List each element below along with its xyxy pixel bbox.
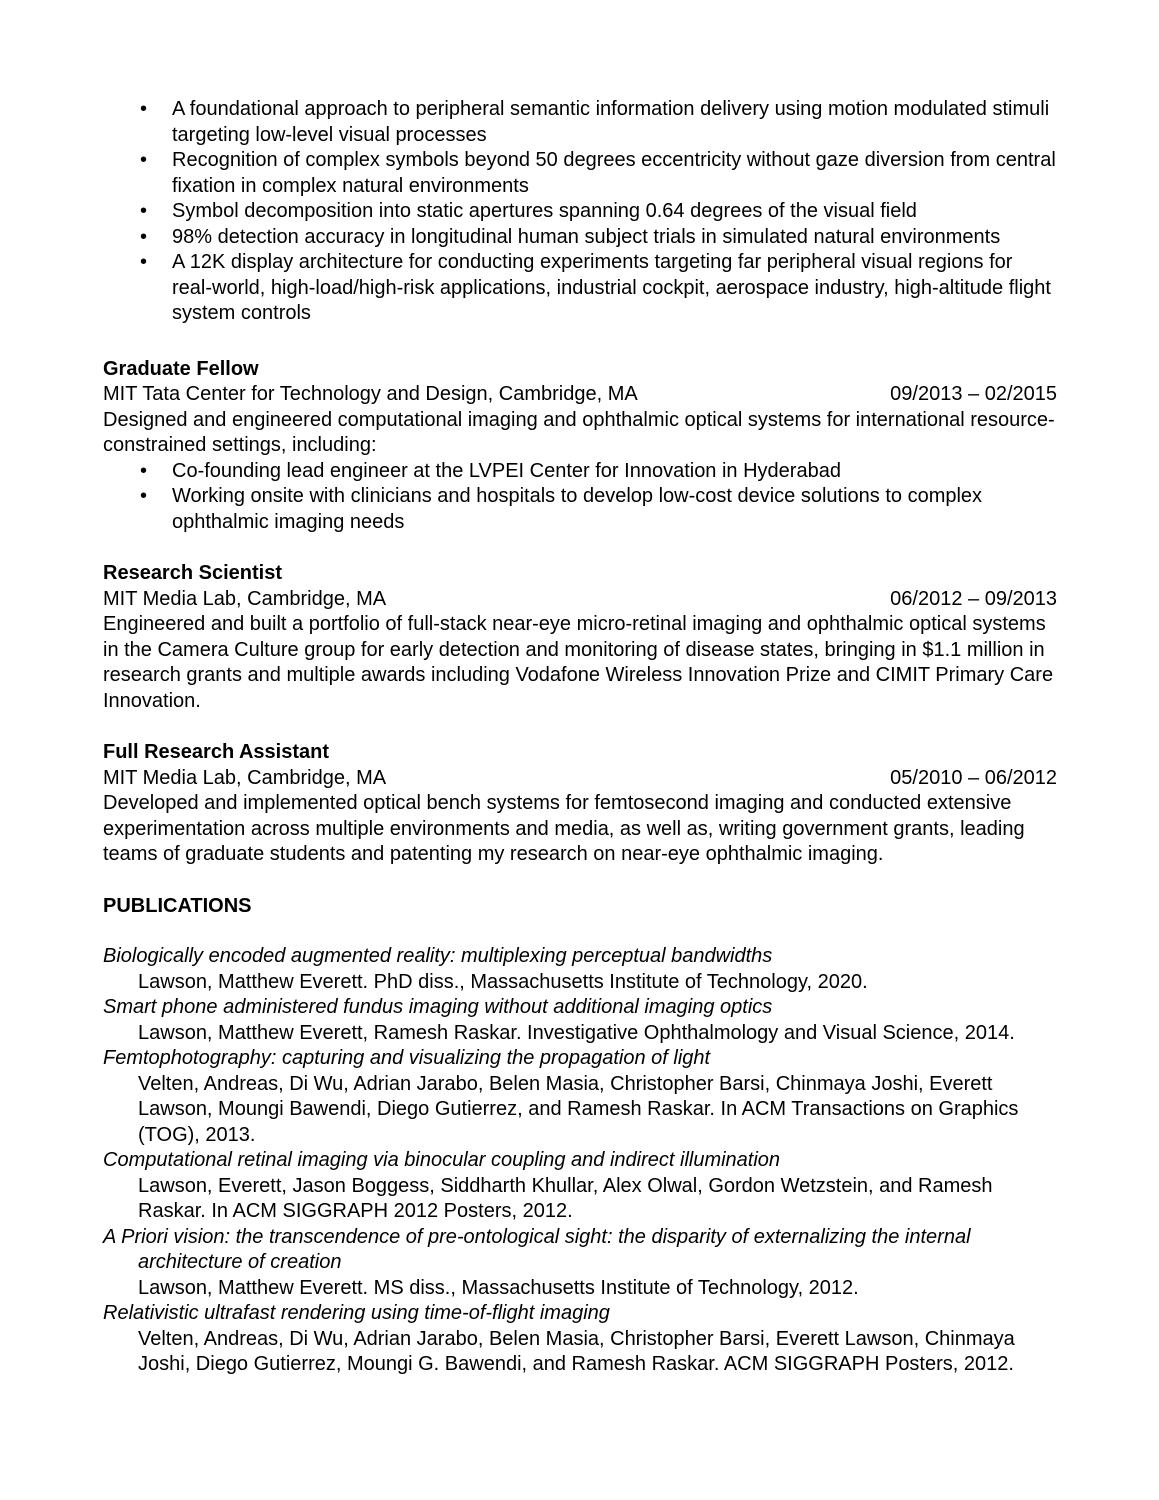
summary-bullet-item: • Recognition of complex symbols beyond 50 degrees eccentricity without gaze diversion from central fixation in complex natural environments xyxy=(103,148,1057,199)
summary-bullet-item: • A foundational approach to peripheral semantic information delivery using motion modulated stimuli targeting low-level visual processes xyxy=(103,97,1057,148)
publications-list xyxy=(103,944,1057,1378)
publication-entry xyxy=(103,1046,1057,1148)
publication-entry xyxy=(103,995,1057,1046)
publication-title: Computational retinal imaging via binocular coupling and indirect illumination xyxy=(103,1149,781,1171)
job-employer-line xyxy=(103,382,1057,408)
publications-heading: PUBLICATIONS xyxy=(103,894,252,917)
publication-entry xyxy=(103,1225,1057,1302)
summary-bullet-item: • Symbol decomposition into static apertures spanning 0.64 degrees of the visual field xyxy=(103,199,1057,225)
job-employer-line xyxy=(103,766,1057,792)
job-employer: MIT Tata Center for Technology and Design, Cambridge, MA xyxy=(103,383,638,405)
publication-citation: Velten, Andreas, Di Wu, Adrian Jarabo, Belen Masia, Christopher Barsi, Chinmaya Joshi, Everett Lawson, Moungi Bawendi, Diego Gutierrez, and Ramesh Raskar. In ACM Transactions on Graphics (TOG), 2013. xyxy=(138,1072,1019,1146)
publication-citation: Lawson, Everett, Jason Boggess, Siddharth Khullar, Alex Olwal, Gordon Wetzstein, and Ramesh Raskar. In ACM SIGGRAPH 2012 Posters, 2012. xyxy=(138,1174,993,1222)
publication-citation: Lawson, Matthew Everett. MS diss., Massachusetts Institute of Technology, 2012. xyxy=(138,1276,859,1299)
job-title: Graduate Fellow xyxy=(103,357,259,380)
summary-bullet-list xyxy=(103,97,1057,327)
publication-citation: Velten, Andreas, Di Wu, Adrian Jarabo, Belen Masia, Christopher Barsi, Everett Lawson, Chinmaya Joshi, Diego Gutierrez, Moungi G. Bawendi, and Ramesh Raskar. ACM SIGGRAPH Posters, 2012. xyxy=(138,1327,1015,1375)
experience-section-research-scientist xyxy=(103,561,1057,714)
job-bullet-item: • Co-founding lead engineer at the LVPEI Center for Innovation in Hyderabad xyxy=(103,459,1057,485)
publication-entry xyxy=(103,1148,1057,1225)
job-description: Engineered and built a portfolio of full-stack near-eye micro-retinal imaging and ophthalmic optical systems in the Camera Culture group for early detection and monitoring of disease states, bringing in $1.1 million in research grants and multiple awards including Vodafone Wireless Innovation Prize and CIMIT Primary Care Innovation. xyxy=(103,613,1054,712)
publication-entry xyxy=(103,944,1057,995)
job-dates: 06/2012 – 09/2013 xyxy=(890,587,1057,610)
job-employer: MIT Media Lab, Cambridge, MA xyxy=(103,766,387,789)
job-title: Full Research Assistant xyxy=(103,741,330,763)
job-dates: 05/2010 – 06/2012 xyxy=(890,766,1057,789)
job-description: Developed and implemented optical bench systems for femtosecond imaging and conducted extensive experimentation across multiple environments and media, as well as, writing government grants, leading teams of graduate students and patenting my research on near-eye ophthalmic imaging. xyxy=(103,792,1025,865)
experience-section-full-research-assistant xyxy=(103,740,1057,868)
publication-title: Biologically encoded augmented reality: multiplexing perceptual bandwidths xyxy=(103,945,773,967)
job-title: Research Scientist xyxy=(103,562,282,584)
publication-title: A Priori vision: the transcendence of pre-ontological sight: the disparity of externalizing the internal architecture of creation xyxy=(103,1225,971,1273)
job-bullet-item: • Working onsite with clinicians and hospitals to develop low-cost device solutions to complex ophthalmic imaging needs xyxy=(103,484,1057,535)
publication-title: Smart phone administered fundus imaging without additional imaging optics xyxy=(103,996,773,1018)
publication-entry xyxy=(103,1301,1057,1378)
publication-citation: Lawson, Matthew Everett. PhD diss., Massachusetts Institute of Technology, 2020. xyxy=(138,970,868,993)
publication-title: Relativistic ultrafast rendering using time-of-flight imaging xyxy=(103,1302,610,1324)
experience-section-graduate-fellow xyxy=(103,357,1057,536)
job-description: Designed and engineered computational imaging and ophthalmic optical systems for international resource-constrained settings, including: xyxy=(103,408,1055,456)
summary-bullet-item: • A 12K display architecture for conducting experiments targeting far peripheral visual regions for real-world, high-load/high-risk applications, industrial cockpit, aerospace industry, high-altitude flight system controls xyxy=(103,250,1057,327)
publication-citation: Lawson, Matthew Everett, Ramesh Raskar. Investigative Ophthalmology and Visual Science, 2014. xyxy=(138,1021,1015,1044)
job-dates: 09/2013 – 02/2015 xyxy=(890,383,1057,405)
publication-title: Femtophotography: capturing and visualizing the propagation of light xyxy=(103,1047,711,1069)
job-employer-line xyxy=(103,587,1057,613)
summary-bullet-item: • 98% detection accuracy in longitudinal human subject trials in simulated natural environments xyxy=(103,225,1057,251)
job-employer: MIT Media Lab, Cambridge, MA xyxy=(103,587,387,610)
job-bullet-list xyxy=(103,459,1057,536)
